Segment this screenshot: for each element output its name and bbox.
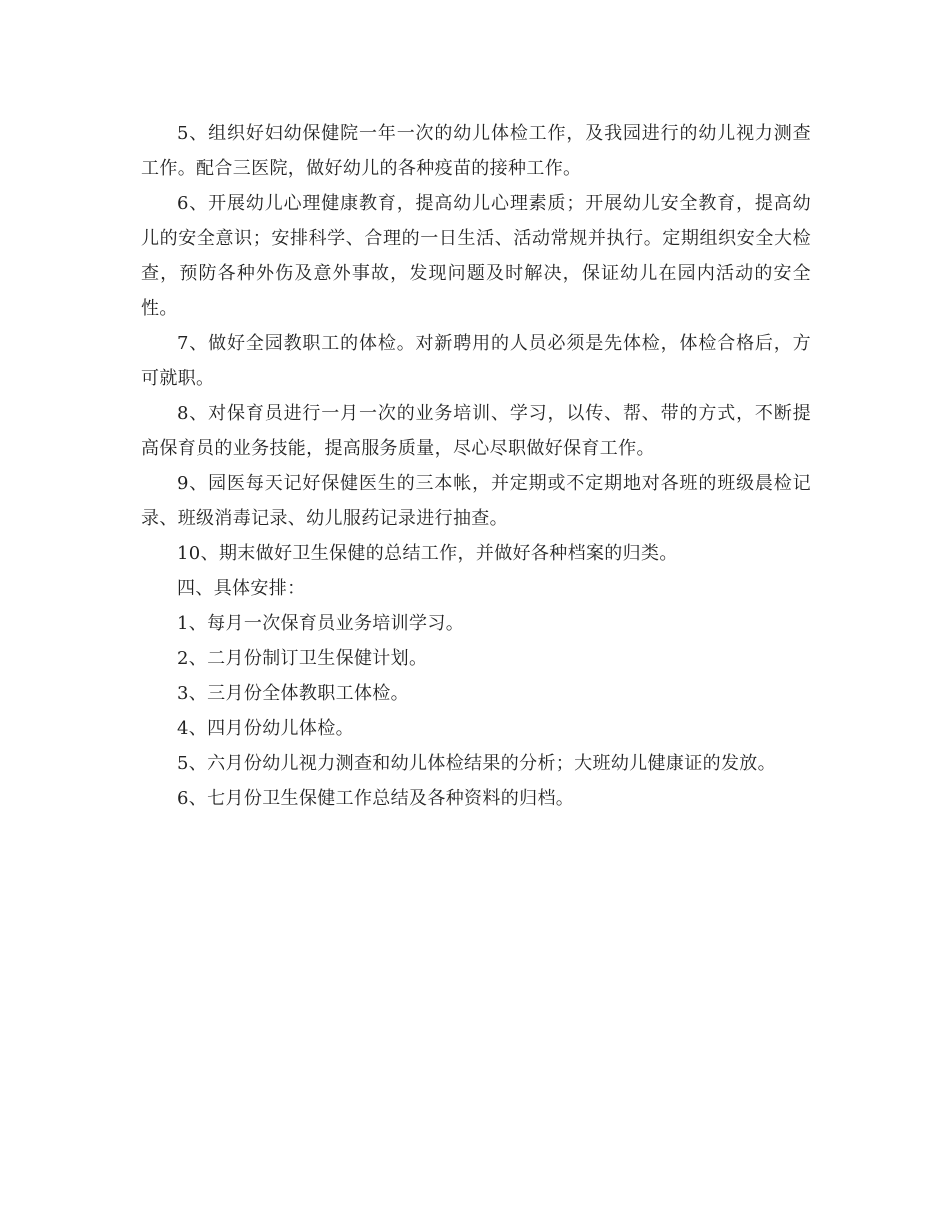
paragraph-item-7-staff-exam: 7、做好全园教职工的体检。对新聘用的人员必须是先体检，体检合格后，方可就职。 bbox=[141, 333, 811, 389]
paragraph-item-5-physical-exam: 5、组织好妇幼保健院一年一次的幼儿体检工作，及我园进行的幼儿视力测查工作。配合三医院，做好幼儿的各种疫苗的接种工作。 bbox=[141, 123, 811, 179]
schedule-item-1: 1、每月一次保育员业务培训学习。 bbox=[177, 613, 465, 634]
schedule-item-2: 2、二月份制订卫生保健计划。 bbox=[177, 648, 428, 669]
schedule-item-4: 4、四月份幼儿体检。 bbox=[177, 718, 354, 739]
paragraph-item-9-records-check: 9、园医每天记好保健医生的三本帐，并定期或不定期地对各班的班级晨检记录、班级消毒记录、幼儿服药记录进行抽查。 bbox=[141, 473, 811, 529]
schedule-item-6: 6、七月份卫生保健工作总结及各种资料的归档。 bbox=[177, 788, 575, 809]
paragraph-item-8-caregiver-training: 8、对保育员进行一月一次的业务培训、学习，以传、帮、带的方式，不断提高保育员的业务技能，提高服务质量，尽心尽职做好保育工作。 bbox=[141, 403, 811, 459]
schedule-item-5: 5、六月份幼儿视力测查和幼儿体检结果的分析；大班幼儿健康证的发放。 bbox=[177, 753, 776, 774]
schedule-item-3: 3、三月份全体教职工体检。 bbox=[177, 683, 410, 704]
document-body bbox=[141, 116, 811, 816]
paragraph-item-10-term-summary: 10、期末做好卫生保健的总结工作，并做好各种档案的归类。 bbox=[177, 543, 678, 564]
paragraph-item-6-mental-health-safety: 6、开展幼儿心理健康教育，提高幼儿心理素质；开展幼儿安全教育，提高幼儿的安全意识；安排科学、合理的一日生活、活动常规并执行。定期组织安全大检查，预防各种外伤及意外事故，发现问题及时解决，保证幼儿在园内活动的安全性。 bbox=[141, 193, 811, 319]
section-heading-schedule: 四、具体安排： bbox=[177, 578, 306, 599]
